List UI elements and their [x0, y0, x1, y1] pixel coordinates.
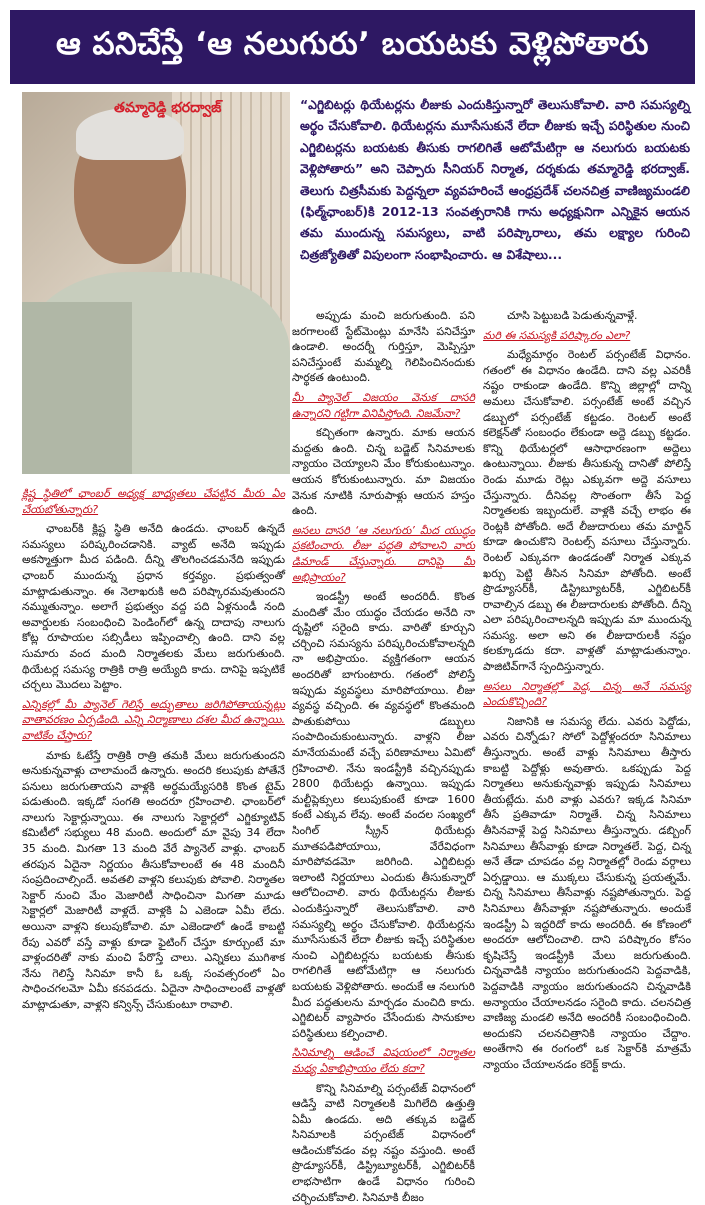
- answer-paragraph: కచ్చితంగా ఉన్నారు. మాకు ఆయన మద్దతు ఉంది. చిన్న బడ్జెట్ సినిమాలకు న్యాయం చెయ్యాలని మేం కోరుకుంటున్నాం. ఆయన కోరుకుంటున్నారు. మా విజయం వెనుక నూటికి నూరుపాళ్లు ఆయన హస్తం ఉంది.: [292, 425, 475, 519]
- question-heading: మరి ఈ సమస్యకి పరిష్కారం ఎలా?: [483, 328, 691, 344]
- answer-paragraph: ఛాంబర్‌కి క్లిష్ట స్థితి అనేది ఉండదు. ఛాంబర్ ఉన్నదే సమస్యలు పరిష్కరించడానికి. వ్యాట్ అనేది ఇప్పుడు అకస్మాత్తుగా మీద పడింది. దీన్ని తొలగించడమనేది ఇప్పుడు ఛాంబర్ ముందున్న ప్రధాన కర్తవ్యం. ప్రభుత్వంతో మాట్లాడుతున్నాం. ఈ నెలాఖరుకి అది పరిష్కారమవుతుందని నమ్ముతున్నాం. అలాగే ప్రభుత్వం వద్ద పది ఏళ్లనుండీ నంది అవార్డులకు సంబంధించి పెండింగ్‌లో ఉన్న దాదాపు నాలుగు కోట్ల రూపాయల సబ్సిడీలు ఇప్పించాల్సి ఉంది. దాని వల్ల సుమారు వంద మంది నిర్మాతలకు మేలు జరుగుతుంది. థియేటర్ల సమస్య రాత్రికి రాత్రి అయ్యేది కాదు. దానిపై ఇప్పటికే చర్చలు మొదలు పెట్టాం.: [22, 521, 285, 693]
- answer-paragraph: మాకు ఓటేస్తే రాత్రికి రాత్రి తమకి మేలు జరుగుతుందని అనుకున్నవాళ్లు చాలామందే ఉన్నారు. అందరి కలుపుకు పోతేనే పనులు జరుగుతాయని వాళ్లకి అర్థమయ్యేసరికి కొంత టైమ్ పడుతుంది. ఇక్కడో సంగతి అందరూ గ్రహించాలి. ఛాంబర్‌లో నాలుగు సెక్టార్లున్నాయి. ఈ నాలుగు సెక్టార్లలో ఎగ్జిక్యూటివ్ కమిటీలో సభ్యులు 48 మంది. అందులో మా వైపు 34 లేదా 35 మంది. మిగతా 13 మంది వేరే ప్యానెల్ వాళ్లు. ఛాంబర్ తరపున ఏదైనా నిర్ణయం తీసుకోవాలంటే ఈ 48 మందినీ సంప్రదించాల్సిందే. అవతలి వాళ్లని కలుపుకు పోవాలి. నిర్మాతల సెక్టార్ నుంచి మేం మెజారిటీ సాధించినా మిగతా మూడు సెక్టార్లలో మెజారిటీ వాళ్లదే. వాళ్లకి ఏ ఎజెండా ఏమీ లేదు. అయినా వాళ్లని కలుపుకోవాలి. మా ఎజెండాలో ఉండే కాబట్టి రేపు ఎవరో వస్తే వాళ్లు కూడా ఫైటింగ్ చేస్తూ కూర్చుంటే మా వాళ్లందరితో నాకు మంచి పేరొస్తే చాలు. ఎన్నికలు ముగిశాక నేను గెలిస్తే సినిమా కానీ ఓ ఒక్క సంవత్సరంలో ఏం సాధించగలమో ఏమీ కనపడదు. ఏదైనా సాధించాలంటే వాళ్లతో మాట్లాడుతూ, వాళ్లని కన్విన్స్ చేసుకుంటూ రావాలి.: [22, 748, 285, 1013]
- question-heading: ఎన్నికల్లో మీ ప్యానెల్ గెలిస్తే అద్భుతాలు జరిగిపోతాయన్నట్లు వాతావరణం ఏర్పడింది. ఎన్ని నిర్మాణాలు దశల మీద ఉన్నాయి. వాటికేం చేస్తారు?: [22, 697, 285, 744]
- answer-paragraph: అప్పుడు మంచి జరుగుతుంది. పని జరగాలంటే స్టేట్‌మెంట్లు మానేసి పనిచేస్తూ ఉండాలి. అందర్నీ గుర్తిస్తూ, మెప్పిస్తూ పనిచేస్తుంటే మమ్మల్ని గెలిపించినందుకు సార్థకత ఉంటుంది.: [292, 308, 475, 386]
- column-2: [292, 308, 475, 1089]
- question-heading: సినిమాల్ని ఆడించే విషయంలో నిర్మాతల మధ్య ఏకాభిప్రాయం లేదు కదా?: [292, 1045, 475, 1076]
- answer-paragraph: చూసి పెట్టుబడి పెడుతున్నవాళ్లే.: [483, 308, 691, 324]
- answer-paragraph: కొన్ని సినిమాల్ని పర్సంటేజ్ విధానంలో ఆడిస్తే వాటి నిర్మాతలకి మిగిలేది ఉత్తుత్తి ఏమీ ఉండదు. అది తక్కువ బడ్జెట్ సినిమాలకి పర్సంటేజ్ విధానంలో ఆడించుకోవడం వల్ల నష్టం వస్తుంది. అంటే ప్రొడ్యూసర్‌కీ, డిస్ట్రిబ్యూటర్‌కీ, ఎగ్జిబిటర్‌కీ లాభసాటిగా ఉండే విధానం గురించి చర్చించుకోవాలి. సినిమాకి బీజం: [292, 1081, 475, 1205]
- question-heading: మీ ప్యానెల్ విజయం వెనుక దాసరి ఉన్నారని గట్టిగా వినిపిస్తోంది. నిజమేనా?: [292, 390, 475, 421]
- byline: తమ్మారెడ్డి భరద్వాజ్: [22, 92, 290, 130]
- question-heading: అసలు దాసరి ‘ఆ నలుగురు’ మీద యుద్ధం ప్రకటించారు. లీజు పద్ధతి పోవాలని వారు డిమాండ్ చేస్తున్నారు. దానిపై మీ అభిప్రాయం?: [292, 523, 475, 585]
- answer-paragraph: నిజానికి ఆ సమస్య లేదు. ఎవరు పెద్దోడు, ఎవరు చిన్నోడు? సోలో పెద్దోళ్లందరూ సినిమాలు తీస్తున్నారు. అంటే వాళ్లు సినిమాలు తీస్తారు కాబట్టి పెద్దోళ్లు అవుతారు. ఒకప్పుడు పెద్ద నిర్మాతలు అనుకున్నవాళ్లు ఇప్పుడు సినిమాలు తీయట్లేదు. మరి వాళ్లు ఎవరు? ఇక్కడ సినిమా తీసే ప్రతివాడూ నిర్మాతే. చిన్న సినిమాలు తీసినవాళ్లే పెద్ద సినిమాలు తీస్తున్నారు. డబ్బింగ్ సినిమాలు తీసేవాళ్లు కూడా నిర్మాతలే. పెద్ద, చిన్న అనే తేడా చూపడం వల్ల నిర్మాతల్లో రెండు వర్గాలు ఏర్పడ్డాయి. ఆ ముక్కలు చేసుకున్న ప్రయత్నమే. చిన్న సినిమాలు తీసేవాళ్లు నష్టపోతున్నారు. పెద్ద సినిమాలు తీసేవాళ్లూ నష్టపోతున్నారు. అందుకే ఇండస్ట్రీ ఏ ఇద్దరిదో కాదు అందరిదీ. ఈ కోణంలో అందరూ ఆలోచించాలి. దాని పరిష్కారం కోసం కృషిచేస్తే ఇండస్ట్రీకి మేలు జరుగుతుంది. చిన్నవాడికి న్యాయం జరుగుతుందని పెద్దవాడికి, పెద్దవాడికి న్యాయం జరుగుతుందని చిన్నవాడికి అన్యాయం చేయాలనడం సరైంది కాదు. చలనచిత్ర వాణిజ్య మండలి అనేది అందరికీ సంబంధించింది. అందుకని చలనచిత్రానికి న్యాయం చేద్దాం. అంతేగాని ఈ రంగంలో ఒక సెక్టార్‌కి మాత్రమే న్యాయం చేయాలనడం కరెక్ట్ కాదు.: [483, 714, 691, 1073]
- arm-shape: [22, 302, 132, 474]
- question-heading: అసలు నిర్మాతల్లో పెద్ద, చిన్న అనే సమస్య ఎందుకొచ్చింది?: [483, 679, 691, 710]
- headline-text: ఆ పనిచేస్తే ‘ఆ నలుగురు’ బయటకు వెళ్లిపోతారు: [56, 26, 649, 69]
- question-heading: క్లిష్ట స్థితిలో ఛాంబర్ అధ్యక్ష బాధ్యతలు చేపట్టిన మీరు ఏం చేయబోతున్నారు?: [22, 486, 285, 517]
- headline-banner: [10, 10, 695, 84]
- column-1: [22, 482, 285, 1087]
- answer-paragraph: ఇండస్ట్రీ అంటే అందరిదీ. కొంత మందితో మేం యుద్ధం చేయడం అనేది నా దృష్టిలో సరైంది కాదు. వారితో కూర్చుని చర్చించి సమస్యను పరిష్కరించుకోవాలన్నది నా అభిప్రాయం. వ్యక్తిగతంగా ఆయన అందరితో బాగుంటారు. గతంలో పోలిస్తే ఇప్పుడు వ్యవస్థలు మారిపోయాయి. లీజు వ్యవస్థ వచ్చింది. ఈ వ్యవస్థలో కొంతమంది పాతుకుపోయి డబ్బులు సంపాదించుకుంటున్నారు. వాళ్లని లీజు మానేయమంటే వచ్చే పరిణామాలు ఏమిటో గ్రహించాలి. నేను ఇండస్ట్రీకి వచ్చినప్పుడు 2800 థియేటర్లు ఉన్నాయి. ఇప్పుడు మల్టీప్లెక్సులు కలుపుకుంటే కూడా 1600 కంటే ఎక్కువ లేవు. అంటే వందల సంఖ్యలో సింగిల్ స్క్రీన్ థియేటర్లు మూతపడిపోయాయి, వేరేవిధంగా మారిపోవడమో జరిగింది. ఎగ్జిబిటర్లు ఇలాంటి నిర్ణయాలు ఎందుకు తీసుకున్నారో ఆలోచించాలి. వారు థియేటర్లను లీజుకు ఎందుకిస్తున్నారో తెలుసుకోవాలి. వారి సమస్యల్ని అర్థం చేసుకోవాలి. థియేటర్లను మూసేసుకునే లేదా లీజుకు ఇచ్చే పరిస్థితుల నుంచి ఎగ్జిబిటర్లను బయటకు తీసుకు రాగలిగితే ఆటోమేటిగ్గా ఆ నలుగురు బయటకు వెళ్లిపోతారు. అందుకే ఆ నలుగురి మీద పద్ధతులను మార్చడం మంచిది కాదు. ఎగ్జిబిటర్ వ్యాపారం చేసేందుకు సానుకూల పరిస్థితులు కల్పించాలి.: [292, 589, 475, 1041]
- intro-paragraph: “ఎగ్జిబిటర్లు థియేటర్లను లీజుకు ఎందుకిస్తున్నారో తెలుసుకోవాలి. వారి సమస్యల్ని అర్థం చేసుకోవాలి. థియేటర్లను మూసేసుకునే లేదా లీజుకు ఇచ్చే పరిస్థితుల నుంచి ఎగ్జిబిటర్లను బయటకు తీసుకు రాగలిగితే ఆటోమేటిగ్గా ఆ నలుగురు బయటకు వెళ్లిపోతారు” అని చెప్పారు సీనియర్ నిర్మాత, దర్శకుడు తమ్మారెడ్డి భరద్వాజ్. తెలుగు చిత్రసీమకు పెద్దన్నలా వ్యవహరించే ఆంధ్రప్రదేశ్ చలనచిత్ర వాణిజ్యమండలి (ఫిల్మ్‌ఛాంబర్)కి 2012-13 సంవత్సరానికి గాను అధ్యక్షునిగా ఎన్నికైన ఆయన తమ ముందున్న సమస్యలు, వాటి పరిష్కారాలు, తమ లక్ష్యాల గురించి చిత్రజ్యోతితో విపులంగా సంభాషించారు. ఆ విశేషాలు...: [300, 94, 690, 304]
- column-3: [483, 308, 691, 1089]
- answer-paragraph: మధ్యేమార్గం రెంటల్ పర్సంటేజ్ విధానం. గతంలో ఈ విధానం ఉండేది. దాని వల్ల ఎవరికీ నష్టం రాకుండా ఉండేది. కొన్ని జిల్లాల్లో దాన్ని అమలు చేసుకోవాలి. పర్సంటేజ్ అంటే వచ్చిన డబ్బులో పర్సంటేజ్ కట్టడం. రెంటల్ అంటే కలెక్షన్‌తో సంబంధం లేకుండా అద్దె డబ్బు కట్టడం. కొన్ని థియేటర్లలో ఆసాధారణంగా అద్దెలు ఉంటున్నాయి. లీజుకు తీసుకున్న దానితో పోలిస్తే రెండు మూడు రెట్లు ఎక్కువగా అద్దె వసూలు చేస్తున్నారు. దీనివల్ల సొంతంగా తీసే పెద్ద నిర్మాతలకు ఇబ్బందులే. వాళ్లకి వచ్చే లాభం ఈ రెంట్లకి పోతోంది. అదే లీజుదారులు తమ మార్జిన్ కూడా ఉంచుకొని రెంటల్స్ వసూలు చేస్తున్నారు. రెంటల్ ఎక్కువగా ఉండడంతో నిర్మాత ఎక్కువ ఖర్చు పెట్టి తీసిన సినిమా పోతోంది. అంటే ప్రొడ్యూసర్‌కీ, డిస్ట్రిబ్యూటర్‌కీ, ఎగ్జిబిటర్‌కీ రావాల్సిన డబ్బు ఈ లీజుదారులకు పోతోంది. దీన్ని ఎలా పరిష్కరించాలన్నది ఇప్పుడు మా ముందున్న సమస్య. అలా అని ఈ లీజుదారులకీ నష్టం కలక్కూడదు కదా. వాళ్లతో మాట్లాడుతున్నాం. పాజిటివ్‌గానే స్పందిస్తున్నారు.: [483, 347, 691, 674]
- portrait-photo: [22, 92, 290, 474]
